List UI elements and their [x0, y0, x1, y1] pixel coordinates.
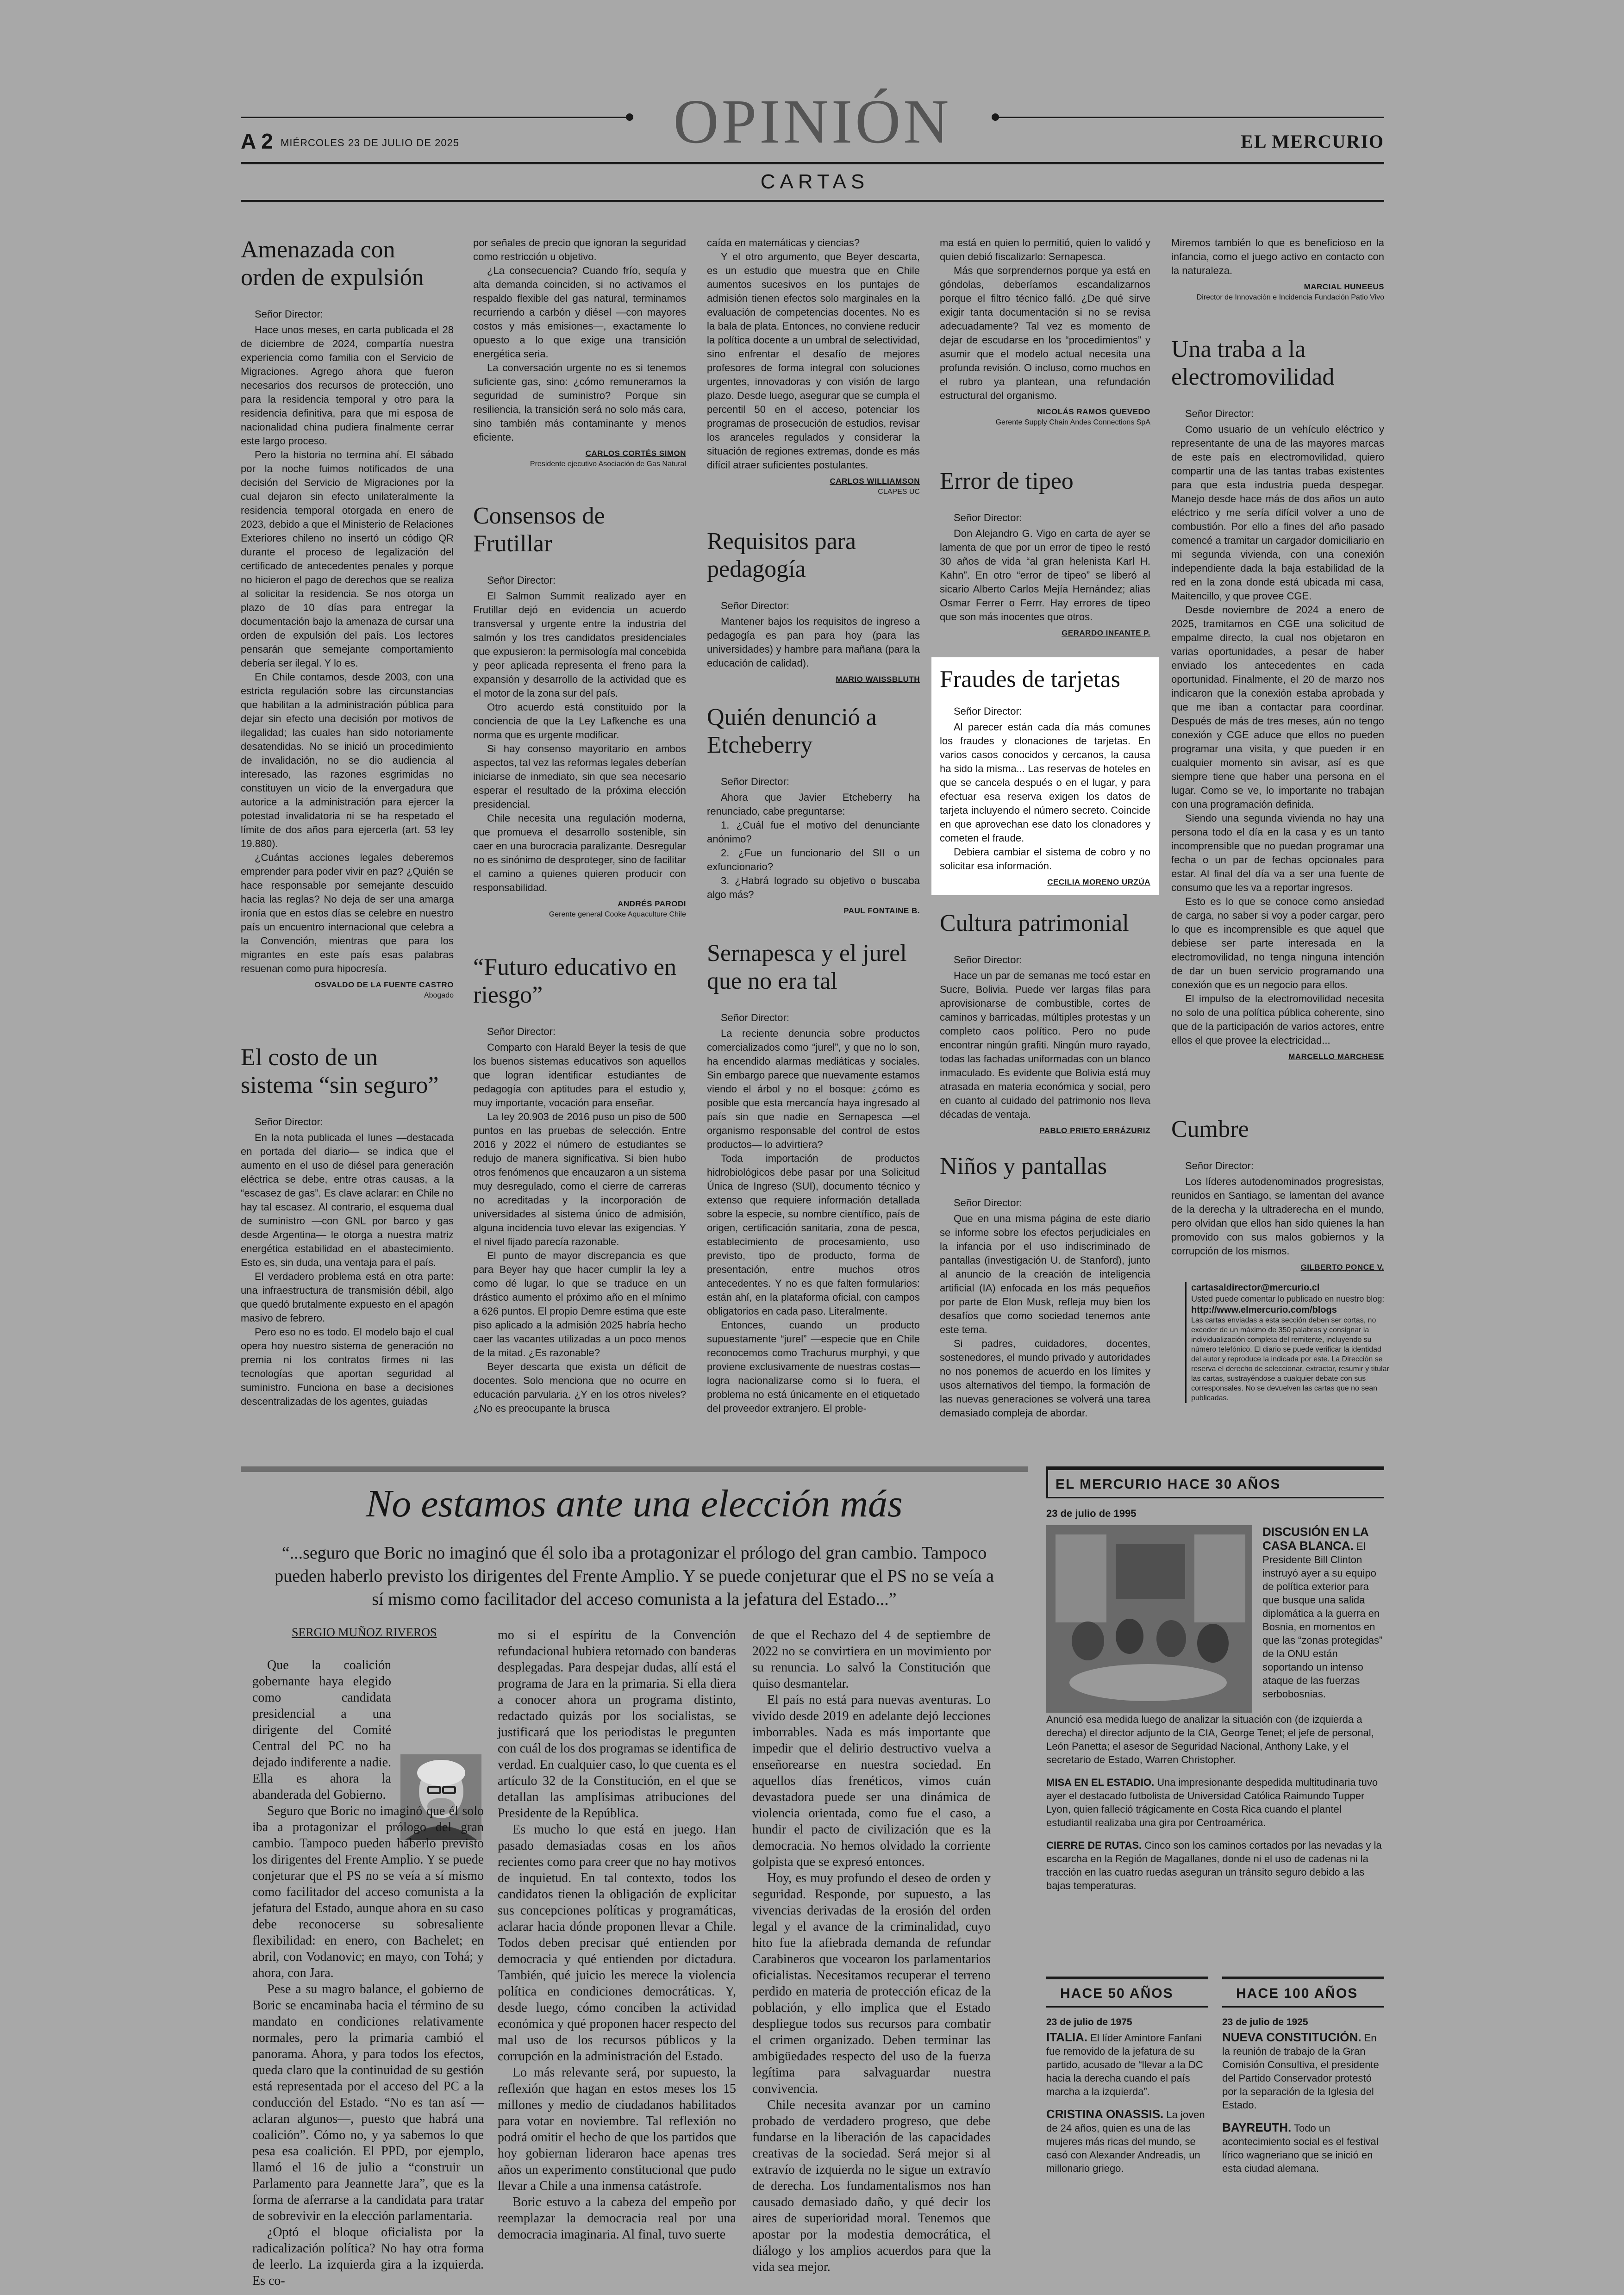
letter-paragraph: por señales de precio que ignoran la seguridad como restricción u objetivo. [473, 237, 686, 262]
contact-line: Usted puede comentar lo publicado en nuestro blog: [1191, 1294, 1385, 1303]
letter-paragraph: Don Alejandro G. Vigo en carta de ayer se lamenta de que por un error de tipeo le restó 30 años de vida “al gran helenista Karl H. Kahn”. En otro “error de tipeo” se liberó al sicario Alberto Carlos Mejía Hernández; alias Osmar Ferrer o Ferrr. Hay errores de tipeo que son más inocentes que otros. [940, 528, 1150, 623]
archive-item [1222, 2121, 1384, 2175]
archive-item [1046, 2031, 1208, 2098]
letter-salutation: Señor Director: [954, 954, 1022, 966]
letter-salutation: Señor Director: [954, 512, 1022, 524]
letter-paragraph: Ahora que Javier Etcheberry ha renunciado, cabe preguntarse: [707, 792, 920, 817]
contact-blog-link[interactable]: http://www.elmercurio.com/blogs [1191, 1305, 1337, 1315]
archive-30-date: 23 de julio de 1995 [1046, 1508, 1137, 1519]
letter-paragraph: Hace unos meses, en carta publicada el 28 de diciembre de 2024, compartía nuestra experiencia como familia con el Servicio de Migraciones. Agrego ahora que fueron necesarios dos recursos de protección, uno para la residencia temporal y otro para la residencia definitiva, para que mi esposa de nacionalidad china pudiera finalmente cerrar este largo proceso. [241, 324, 454, 447]
contact-box [1185, 1282, 1390, 1403]
archive-item-text: Una impresionante despedida multitudinaria tuvo ayer el destacado futbolista de Universidad Católica Raimundo Tupper Lyon, quien falleció trágicamente en Costa Rica cuando el plantel estudiantil realizaba una gira por Centroamérica. [1046, 1777, 1378, 1828]
archive-header-underline [1046, 1497, 1384, 1498]
letter-salutation: Señor Director: [487, 1026, 556, 1037]
letter-sernapesca-continued [940, 236, 1150, 427]
letter-signature: GILBERTO PONCE V. [1300, 1263, 1384, 1272]
letter-futuro-educativo [473, 954, 686, 1416]
letter-signature: PAUL FONTAINE B. [843, 906, 920, 915]
archive-photo-clinton [1046, 1525, 1252, 1713]
column-paragraph: Es mucho lo que está en juego. Han pasado demasiadas cosas en los años recientes como para creer que no hay motivos de inquietud. En tal contexto, todos los candidatos tienen la obligación de explicitar sus concepciones políticas y programáticas, aclarar hacia dónde proponen llevar a Chile. Todos deben precisar qué entienden por democracia y qué entienden por dictadura. También, qué juicio les merece la violencia política en condiciones democráticas. Y, desde luego, cómo conciben la actividad económica y qué proponen hacer respecto del mal uso de los recursos públicos y la corrupción en la administración del Estado. [498, 1822, 736, 2064]
letter-title: Cultura patrimonial [940, 910, 1129, 936]
archive-item-text: En la reunión de trabajo de la Gran Comisión Consultiva, el presidente del Partido Conservador protestó por la separación de la Iglesia del Estado. [1222, 2032, 1379, 2111]
letter-quien-denuncio [707, 704, 920, 916]
letter-paragraph: La conversación urgente no es si tenemos suficiente gas, sino: ¿cómo remuneramos la seguridad de suministro? Porque sin resiliencia, la transición será no solo más cara, sino también más contaminante y menos eficiente. [473, 362, 686, 443]
letter-ninos-pantallas [940, 1153, 1150, 1420]
archive-100-title: HACE 100 AÑOS [1236, 1986, 1358, 2001]
letter-paragraph: Otro acuerdo está constituido por la conciencia de que la Ley Lafkenche es una norma que es urgente modificar. [473, 701, 686, 741]
issue-date: MIÉRCOLES 23 DE JULIO DE 2025 [281, 137, 460, 149]
letter-paragraph: Que en una misma página de este diario se informe sobre los efectos perjudiciales en la infancia por el uso indiscriminado de pantallas (investigación U. de Stanford), junto al anuncio de la creación de inteligencia artificial (IA) enfocada en los más pequeños por parte de Elon Musk, refleja muy bien los desafíos que como sociedad tenemos ante este tema. [940, 1213, 1150, 1335]
archive-item-text: Cinco son los caminos cortados por las nevadas y la escarcha en la Región de Magallanes, donde ni el uso de cadenas ni la tracción en las cuatro ruedas aseguran un tránsito seguro debido a las bajas temperaturas. [1046, 1840, 1382, 1891]
letter-error-tipeo [940, 468, 1150, 638]
letter-paragraph: Beyer descarta que exista un déficit de docentes. Solo menciona que no ocurre en educación parvularia. ¿Y en los otros niveles? ¿No es preocupante la brusca [473, 1361, 686, 1414]
letter-signature: ANDRÉS PARODI [618, 899, 686, 908]
letter-salutation: Señor Director: [954, 1197, 1022, 1209]
archive-100-years [1222, 1977, 1384, 2184]
letter-paragraph: ¿La consecuencia? Cuando frío, sequía y alta demanda coinciden, si no activamos el respaldo flexible del gas natural, terminamos recurriendo a carbón y diésel —con mayores costos y más emisiones—, exactamente lo opuesto a lo que exige una transición energética seria. [473, 265, 686, 360]
archive-50-years [1046, 1977, 1208, 2184]
archive-item-title: DISCUSIÓN EN LA CASA BLANCA. [1262, 1525, 1368, 1553]
column-paragraph: Pese a su magro balance, el gobierno de Boric se encaminaba hacia el término de su mandato en condiciones relativamente normales, pero la primaria cambió el panorama. Ahora, y para todos los efectos, queda claro que la continuidad de su gestión está representada por el acceso del PC a la conducción del Estado. “No es tan así —aclaran algunos—, puesto que habrá una coalición”. Cómo no, y ya sabemos lo que pesa esa coalición. El PPD, por ejemplo, llamó el 16 de julio a “construir un Parlamento para Jeannette Jara”, que es la forma de aferrarse a la candidata para tratar de sobrevivir en la elección parlamentaria. [252, 1982, 484, 2223]
letter-signature: CARLOS WILLIAMSON [830, 477, 920, 486]
column-paragraph: El país no está para nuevas aventuras. Lo vivido desde 2019 en adelante dejó lecciones imborrables. Nada es más importante que impedir que el delirio destructivo vuelva a enseñorearse en nuestra sociedad. En aquellos días frenéticos, vimos cuán devastadora puede ser una dinámica de violencia orientada, como fue el caso, a hundir el pacto de civilización que es la democracia. No hemos olvidado la corriente golpista que se expresó entonces. [752, 1693, 991, 1869]
letter-signature: CARLOS CORTÉS SIMON [585, 449, 686, 458]
letter-ninos-continued [1171, 236, 1384, 302]
letter-paragraph: Más que sorprendernos porque ya está en góndolas, deberíamos escandalizarnos porque el filtro técnico falló. ¿De qué sirve exigir tanta documentación si no se revisa adecuadamente? Tal vez es momento de dejar de escudarse en los “procedimientos” y asumir que el modelo actual necesita una profunda revisión. O incluso, como muchos en el rubro ya plantean, una refundación estructural del organismo. [940, 265, 1150, 401]
letter-title: Niños y pantallas [940, 1153, 1107, 1179]
letter-paragraph: Toda importación de productos hidrobiológicos debe pasar por una Solicitud Única de Ingreso (SUI), documento técnico y extenso que requiere información detallada sobre la especie, su nombre científico, país de origen, certificación sanitaria, zona de pesca, establecimiento de procesamiento, uso previsto, tipo de producto, forma de presentación, entre muchos otros antecedentes. Y no es que falten formularios: están ahí, en la plataforma oficial, con campos obligatorios en cada paso. Literalmente. [707, 1153, 920, 1317]
letter-salutation: Señor Director: [1185, 1160, 1254, 1172]
letter-role: Gerente Supply Chain Andes Connections SpA [995, 418, 1150, 426]
letter-consensos-frutillar [473, 502, 686, 919]
letter-paragraph: En Chile contamos, desde 2003, con una estricta regulación sobre las circunstancias que habilitan a la administración pública para dejar sin efecto una decisión por motivos de ilegalidad; las cuales han sido notoriamente desatendidas. No se inició un procedimiento de invalidación, no se dio audiencia al interesado, las razones esgrimidas no constituyen un vicio de la envergadura que autorice a la administración para ejercer la potestad invalidatoria ni se ha respetado el límite de dos años para ejercerla (art. 53 ley 19.880). [241, 671, 454, 849]
letter-cultura-patrimonial [940, 910, 1150, 1135]
archive-header-rule [1046, 1466, 1384, 1470]
archive-item [1046, 1839, 1384, 1892]
archive-item [1046, 2108, 1208, 2175]
letter-salutation: Señor Director: [255, 1116, 323, 1128]
letter-paragraph: En la nota publicada el lunes —destacada en portada del diario— se indica que el aumento en el uso de diésel para generación eléctrica se debe, entre otras causas, a la “escasez de gas”. Es clave aclarar: en Chile no hay tal escasez. Al contrario, el esquema dual de suministro —con GNL por barco y gas desde Argentina— le otorga a nuestra matriz energética estabilidad en el abastecimiento. Esto es, sin duda, una ventaja para el país. [241, 1132, 454, 1268]
letter-paragraph: El punto de mayor discrepancia es que para Beyer hay que hacer cumplir la ley a como dé lugar, lo que se traduce en un drástico aumento el próximo año en el mínimo a 626 puntos. El propio Demre estima que este piso aplicado a la admisión 2025 habría hecho caer las vacantes utilizadas a un poco menos de la mitad. ¿Es razonable? [473, 1250, 686, 1359]
letter-title: Quién denunció a Etcheberry [707, 704, 877, 758]
letter-salutation: Señor Director: [721, 1012, 789, 1023]
header-rule-right [995, 117, 1384, 118]
letter-paragraph: La reciente denuncia sobre productos comercializados como “jurel”, y que no lo son, ha encendido alarmas mediáticas y sociales. Sin embargo parece que nuevamente estamos viendo el árbol y no el bosque: ¿cómo es posible que esta mercancía haya ingresado al país sin que nadie en Sernapesca —el organismo responsable del control de estos productos— lo advirtiera? [707, 1028, 920, 1150]
column-author: SERGIO MUÑOZ RIVEROS [292, 1626, 437, 1639]
letter-paragraph: Esto es lo que se conoce como ansiedad de carga, no saber si voy a poder cargar, pero lo que es incomprensible es que aquel que debiese ser parte interesada en la electromovilidad, no tenga ninguna intención de dar un buen servicio programando una conexión que es un negocio para ellos. [1171, 896, 1384, 991]
letter-role: CLAPES UC [878, 488, 920, 496]
section-title: OPINIÓN [673, 87, 952, 156]
archive-item-title: NUEVA CONSTITUCIÓN. [1222, 2030, 1362, 2044]
archive-header-underline [1222, 2006, 1384, 2008]
letter-paragraph: Hace un par de semanas me tocó estar en Sucre, Bolivia. Puede ver largas filas para aprovisionarse de combustible, cortes de caminos y barricadas, múltiples protestas y un completo caos político. Pero no pude encontrar ningún grafiti. Ningún muro rayado, todas las fachadas uniformadas con un blanco inmaculado. Es evidente que Bolivia está muy atrasada en materia económica y social, pero en cuanto al cuidado del patrimonio nos lleva décadas de ventaja. [940, 970, 1150, 1120]
letter-title: Amenazada con orden de expulsión [241, 237, 424, 291]
letter-paragraph: La ley 20.903 de 2016 puso un piso de 500 puntos en las pruebas de selección. Entre 2016 y 2022 el número de estudiantes se redujo de manera significativa. Si bien hubo otros fenómenos que encauzaron a un sistema muy desregulado, como el cierre de carreras no acreditadas y la incorporación de universidades al sistema único de admisión, alguna incidencia tuvo elevar las exigencias. Y el nivel fijado parecía razonable. [473, 1111, 686, 1247]
letter-signature: MARCIAL HUNEEUS [1304, 282, 1384, 291]
letter-requisitos-pedagogia [707, 528, 920, 684]
letter-salutation: Señor Director: [255, 308, 323, 320]
letter-paragraph: Como usuario de un vehículo eléctrico y representante de una de las mayores marcas de este país en electromovilidad, quiero compartir una de las tantas trabas existentes para que esta industria pueda despegar. Manejo desde hace más de dos años un auto eléctrico y me sería difícil volver a uno de combustión. Por ello a fines del año pasado comencé a tramitar un cargador domiciliario en mi segunda vivienda, con una conexión independiente dada la baja estabilidad de la red en la zona donde está ubicada mi casa, Maitencillo, y que provee CGE. [1171, 424, 1384, 602]
letter-paragraph: El verdadero problema está en otra parte: una infraestructura de transmisión débil, algo que quedó brutalmente expuesto en el apagón masivo de febrero. [241, 1271, 454, 1324]
letter-title: “Futuro educativo en riesgo” [473, 954, 676, 1008]
contact-rules: Las cartas enviadas a esta sección deben ser cortas, no exceder de un máximo de 350 palabras y consignar la individualización completa del remitente, incluyendo su número telefónico. El diario se puede verificar la identidad del autor y reproduce la indicada por este. La Dirección se reserva el derecho de seleccionar, extractar, resumir y titular las cartas, sustrayéndose a cualquier debate con sus corresponsales. No se devuelven las cartas que no sean publicadas. [1191, 1316, 1389, 1402]
letter-paragraph: Entonces, cuando un producto supuestamente “jurel” —especie que en Chile reconocemos como Trachurus murphyi, y que proviene exclusivamente de nuestras costas— logra nacionalizarse como si lo fuera, el problema no está únicamente en el etiquetado del proveedor extranjero. El proble- [707, 1319, 920, 1414]
header-rule-left [241, 117, 630, 118]
letter-paragraph: Chile necesita una regulación moderna, que promueva el desarrollo sostenible, sin caer en una burocracia paralizante. Desregular no es sinónimo de desproteger, sino de facilitar el camino a quienes quieren producir con responsabilidad. [473, 812, 686, 893]
letter-traba-electromovilidad [1171, 336, 1384, 1061]
letter-paragraph: Miremos también lo que es beneficioso en la infancia, como el juego activo en contacto con la naturaleza. [1171, 237, 1384, 276]
letter-paragraph: Pero eso no es todo. El modelo bajo el cual opera hoy nuestro sistema de generación no premia ni los contratos firmes ni las tecnologías que aportan seguridad al suministro. Funciona en base a decisiones descentralizadas de los agentes, guiadas [241, 1326, 454, 1407]
column-text-3 [752, 1627, 991, 2275]
header-rule-bottom [241, 200, 1384, 202]
letter-salutation: Señor Director: [1185, 408, 1254, 419]
letter-title: Consensos de Frutillar [473, 503, 605, 557]
letter-title: Una traba a la electromovilidad [1171, 336, 1335, 390]
archive-item-title: CIERRE DE RUTAS. [1046, 1840, 1142, 1851]
header-rule-main [241, 162, 1384, 164]
letter-paragraph: Si padres, cuidadores, docentes, sostenedores, el mundo privado y autoridades no nos ponemos de acuerdo en los límites y usos alternativos del tiempo, la formación de las nuevas generaciones se volverá una tarea demasiado compleja de abordar. [940, 1338, 1150, 1419]
letter-paragraph: Comparto con Harald Beyer la tesis de que los buenos sistemas educativos son aquellos que logran identificar estudiantes de pedagogía con aptitudes para el estudio y, muy importante, vocación para enseñar. [473, 1041, 686, 1109]
archive-item-text: El líder Amintore Fanfani fue removido de la jefatura de su partido, acusado de “llevar a la DC hacia la derecha cuando el país marcha a la izquierda”. [1046, 2032, 1203, 2097]
letter-paragraph: Siendo una segunda vivienda no hay una persona todo el día en la casa y es un tanto incomprensible que no puedan programar una fecha o un par de fechas opcionales para estar. Al final del día va a ser una fuente de consumo que les va a reportar ingresos. [1171, 812, 1384, 893]
archive-30-title: EL MERCURIO HACE 30 AÑOS [1046, 1470, 1384, 1497]
archive-item-title: BAYREUTH. [1222, 2120, 1292, 2134]
archive-50-date: 23 de julio de 1975 [1046, 2017, 1132, 2027]
letter-salutation: Señor Director: [954, 705, 1022, 717]
page-number: A 2 [241, 129, 273, 153]
archive-item [1222, 2031, 1384, 2112]
column-lead-quote: “...seguro que Boric no imaginó que él solo iba a protagonizar el prólogo del gran cambio. Tampoco pueden haberlo previsto los dirigentes del Frente Amplio. Y se puede conjeturar que el PS no se veía a sí mismo como facilitador del acceso comunista a la jefatura del Estado...” [275, 1543, 994, 1609]
column-paragraph: Chile necesita avanzar por un camino probado de verdadero progreso, que debe fundarse en la liberación de las capacidades creativas de la sociedad. Será mejor si al extravío de izquierda no le sigue un extravío de derecha. Los fundamentalismos nos han causado demasiado daño, y qué decir los aires de superioridad moral. Tenemos que apostar por la modestia democrática, el diálogo y los amplios acuerdos para que la vida sea mejor. [752, 2098, 991, 2274]
archive-photo-caption: Anunció esa medida luego de analizar la situación con (de izquierda a derecha) el director adjunto de la CIA, George Tenet; el jefe de personal, León Panetta; el asesor de Seguridad Nacional, Anthony Lake, y el secretario de Estado, Warren Christopher. [1046, 1714, 1374, 1765]
subsection-title: CARTAS [760, 170, 869, 193]
archive-30-years [1046, 1466, 1384, 1902]
archive-item-title: CRISTINA ONASSIS. [1046, 2107, 1164, 2121]
letter-role: Presidente ejecutivo Asociación de Gas Natural [530, 460, 686, 468]
column-top-rule [241, 1466, 1028, 1472]
letter-paragraph: Pero la historia no termina ahí. El sábado por la noche fuimos notificados de una decisión del Servicio de Migraciones por la cual dejaron sin efecto unilateralmente la residencia temporal otorgada en enero de 2023, debido a que el Ministerio de Relaciones Exteriores chileno no insertó un código QR durante el proceso de legalización del certificado de antecedentes penales y porque no hicieron el pago de derechos que se realiza al solicitar la residencia. Se nos otorga un plazo de 10 días para entregar la documentación bajo la amenaza de cursar una orden de expulsión del país. Los lectores pensarán que semejante comportamiento debería ser ilegal. Y lo es. [241, 449, 454, 669]
letter-cumbre [1171, 1116, 1384, 1272]
letter-paragraph: Y el otro argumento, que Beyer descarta, es un estudio que muestra que en Chile aumentos sucesivos en los puntajes de admisión tienen efectos solo marginales en la evaluación de competencias docentes. No es la bala de plata. Entonces, no conviene reducir la política docente a un umbral de selectividad, sino enfrentar el desafío de mejores profesores de forma integral con soluciones urgentes, innovadoras y con visión de largo plazo. Desde luego, asegurar que se cumpla el percentil 50 en el acceso, potenciar los programas de prosecución de estudios, revisar los aranceles regulados y considerar la situación de regiones extremas, donde es más difícil atraer suficientes postulantes. [707, 251, 920, 471]
letter-paragraph: ¿Cuántas acciones legales deberemos emprender para poder vivir en paz? ¿Quién se hace responsable por semejante descuido hacia las reglas? No deja de ser una amarga ironía que en estos días se celebre en nuestro país un encuentro internacional que celebra a la Convención, mientras que para los migrantes en este país esas palabras resuenan como pura hipocresía. [241, 852, 454, 974]
letter-paragraph: Desde noviembre de 2024 a enero de 2025, tramitamos en CGE una solicitud de empalme directo, la cual nos objetaron en varias oportunidades, a pesar de haber enviado los antecedentes en cada oportunidad. Finalmente, el 20 de marzo nos indicaron que la conexión estaba aprobada y que me iban a contactar para coordinar. Después de más de tres meses, aún no tengo conexión y CGE aduce que ellos no pueden programar una visita, y que pueden ir en cualquier momento sin avisar, así es que siempre tiene que haber una persona en el lugar. Como se ve, lo importante no trabajan con una programación definida. [1171, 604, 1384, 810]
archive-100-date: 23 de julio de 1925 [1222, 2017, 1308, 2027]
letter-futuro-continued [707, 236, 920, 496]
archive-item-text: La joven de 24 años, quien es una de las mujeres más ricas del mundo, se casó con Alexander Andreadis, un millonario griego. [1046, 2109, 1205, 2174]
letter-role: Director de Innovación e Incidencia Fundación Patio Vivo [1196, 293, 1384, 301]
masthead-logo: EL MERCURIO [1241, 131, 1384, 152]
letter-paragraph: Si hay consenso mayoritario en ambos aspectos, tal vez las reformas legales deberían iniciarse de inmediato, sin que sea necesario esperar el resultado de la próxima elección presidencial. [473, 743, 686, 810]
letter-salutation: Señor Director: [487, 574, 556, 586]
letter-paragraph: El Salmon Summit realizado ayer en Frutillar dejó en evidencia un acuerdo transversal y urgente entre la industria del salmón y los tres candidatos presidenciales que expusieron: la permisología mal concebida y peor aplicada representa el freno para la expansión y desarrollo de la actividad que es el motor de la zona sur del país. [473, 590, 686, 699]
letter-title: Error de tipeo [940, 468, 1074, 494]
letter-signature: GERARDO INFANTE P. [1062, 629, 1150, 637]
letter-amenazada [241, 236, 454, 1000]
letter-paragraph: Los líderes autodenominados progresistas, reunidos en Santiago, se lamentan del avance de la derecha y la ultraderecha en el mundo, pero olvidan que ellos han sido quienes la han promovido con sus malos gobiernos y la corrupción de los mismos. [1171, 1176, 1384, 1257]
letter-paragraph: Debiera cambiar el sistema de cobro y no solicitar esa información. [940, 846, 1150, 872]
contact-email[interactable]: cartasaldirector@mercurio.cl [1191, 1283, 1320, 1293]
archive-item [1046, 1776, 1384, 1829]
letter-title: Cumbre [1171, 1116, 1249, 1142]
letter-paragraph: 1. ¿Cuál fue el motivo del denunciante anónimo? [707, 819, 920, 845]
letter-paragraph: Al parecer están cada día más comunes los fraudes y clonaciones de tarjetas. En varios casos conocidos y cercanos, la causa ha sido la misma... Las reservas de hoteles en que se cancela después o en el lugar, y para efectuar esa reserva exigen los datos de tarjeta incluyendo el número secreto. Coincide en que aprovechan ese dato los clonadores y cometen el fraude. [940, 721, 1150, 844]
archive-item-text: El Presidente Bill Clinton instruyó ayer a su equipo de política exterior para que busque una salida diplomática a la guerra en Bosnia, en momentos en que las “zonas protegidas” de la ONU están soportando un intenso ataque de las fuerzas serbobosnias. [1262, 1540, 1383, 1700]
letter-paragraph: ma está en quien lo permitió, quien lo validó y quien debió fiscalizarlo: Sernapesca. [940, 237, 1150, 262]
letter-role: Gerente general Cooke Aquaculture Chile [549, 911, 686, 918]
column-paragraph: Boric estuvo a la cabeza del empeño por reemplazar la democracia real por una democracia imaginaria. Al final, tuvo suerte [498, 2195, 736, 2242]
letter-signature: NICOLÁS RAMOS QUEVEDO [1037, 407, 1150, 416]
letter-salutation: Señor Director: [721, 776, 789, 787]
letter-title: El costo de un sistema “sin seguro” [241, 1044, 439, 1098]
archive-header-underline [1046, 2006, 1208, 2008]
letter-signature: PABLO PRIETO ERRÁZURIZ [1039, 1126, 1150, 1135]
column-paragraph: mo si el espíritu de la Convención refundacional hubiera retornado con banderas desplegadas. Para despejar dudas, allí está el programa de Jara en la primaria. Si ella diera a conocer ahora un programa distinto, redactado quizás por los socialistas, se justificará que los periodistas le pregunten con cuál de los dos programas se identifica de verdad. En cualquier caso, lo que cuenta es el artículo 32 de la Constitución, en el que se detallan las amplísimas atribuciones del Presidente de la República. [498, 1628, 736, 1821]
column-title: No estamos ante una elección más [366, 1482, 903, 1525]
column-text-2 [498, 1627, 736, 2243]
column-paragraph: Que la coalición gobernante haya elegido como candidata presidencial a una dirigente del Comité Central del PC no ha dejado indiferente a nadie. Ella es ahora la abanderada del Gobierno. [252, 1658, 391, 1802]
column-paragraph: Seguro que Boric no imaginó que él solo iba a protagonizar el prólogo del gran cambio. Tampoco pueden haberlo previsto los dirigentes del Frente Amplio. Y se puede conjeturar que el PS no se veía a sí mismo como facilitador del acceso comunista a la jefatura del Estado, aunque ahora en su caso debe reconocerse su sobresaliente flexibilidad: en enero, con Bachelet; en abril, con Vodanovic; en mayo, con Tohá; y ahora, con Jara. [252, 1804, 484, 1980]
letter-fraudes-tarjetas [931, 657, 1159, 895]
column-paragraph: Hoy, es muy profundo el deseo de orden y seguridad. Responde, por supuesto, a las vivencias derivadas de la erosión del orden legal y el avance de la criminalidad, cuyo hito fue la afiebrada demanda de refundar Carabineros que vocearon los parlamentarios oficialistas. Necesitamos recuperar el terreno perdido en materia de protección eficaz de la población, y ello implica que el Estado despliegue todos sus recursos para combatir el crimen organizado. Deben terminar las ambigüedades respecto del uso de la fuerza legítima para salvaguardar nuestra convivencia. [752, 1871, 991, 2096]
letter-signature: CECILIA MORENO URZÚA [1047, 878, 1150, 886]
archive-item-title: ITALIA. [1046, 2030, 1088, 2044]
letter-signature: MARCELLO MARCHESE [1288, 1052, 1384, 1061]
column-paragraph: Lo más relevante será, por supuesto, la reflexión que hagan en estos meses los 15 millones y medio de ciudadanos habilitados para votar en noviembre. Tal reflexión no podrá omitir el hecho de que los partidos que hoy gobiernan lideraron hace apenas tres años un experimento constitucional que pudo llevar a Chile a una inmensa catástrofe. [498, 2065, 736, 2193]
letter-sernapesca [707, 940, 920, 1416]
letter-paragraph: El impulso de la electromovilidad necesita no solo de una política pública coherente, sino que de la participación de varios actores, entre ellos el que provee la electricidad... [1171, 993, 1384, 1046]
column-text-1 [252, 1657, 484, 2289]
archive-item-text: Todo un acontecimiento social es el festival lírico wagneriano que se inició en esta ciudad alemana. [1222, 2122, 1379, 2174]
column-paragraph: ¿Optó el bloque oficialista por la radicalización política? No hay otra forma de leerlo. La izquierda gira a la izquierda. Es co- [252, 2225, 484, 2288]
letter-paragraph: 2. ¿Fue un funcionario del SII o un exfuncionario? [707, 847, 920, 873]
letter-role: Abogado [424, 992, 454, 999]
letter-title: Requisitos para pedagogía [707, 528, 856, 582]
letter-title: Sernapesca y el jurel que no era tal [707, 940, 907, 994]
letter-signature: MARIO WAISSBLUTH [836, 675, 920, 684]
letter-title: Fraudes de tarjetas [940, 666, 1120, 692]
column-paragraph: de que el Rechazo del 4 de septiembre de 2022 no se convirtiera en un movimiento por su renuncia. Lo salvó la Constitución que quiso desmantelar. [752, 1628, 991, 1691]
letter-signature: OSVALDO DE LA FUENTE CASTRO [314, 980, 454, 989]
letter-costo-sin-seguro [241, 1044, 454, 1409]
archive-item-title: MISA EN EL ESTADIO. [1046, 1777, 1155, 1788]
letter-paragraph: Mantener bajos los requisitos de ingreso a pedagogía es pan para hoy (para las universidades) y hambre para mañana (para la educación de calidad). [707, 616, 920, 669]
archive-50-title: HACE 50 AÑOS [1060, 1986, 1174, 2001]
letter-salutation: Señor Director: [721, 600, 789, 611]
letter-costo-continued [473, 236, 686, 468]
letter-paragraph: 3. ¿Habrá logrado su objetivo o buscaba algo más? [707, 875, 920, 900]
letter-paragraph: caída en matemáticas y ciencias? [707, 237, 860, 249]
